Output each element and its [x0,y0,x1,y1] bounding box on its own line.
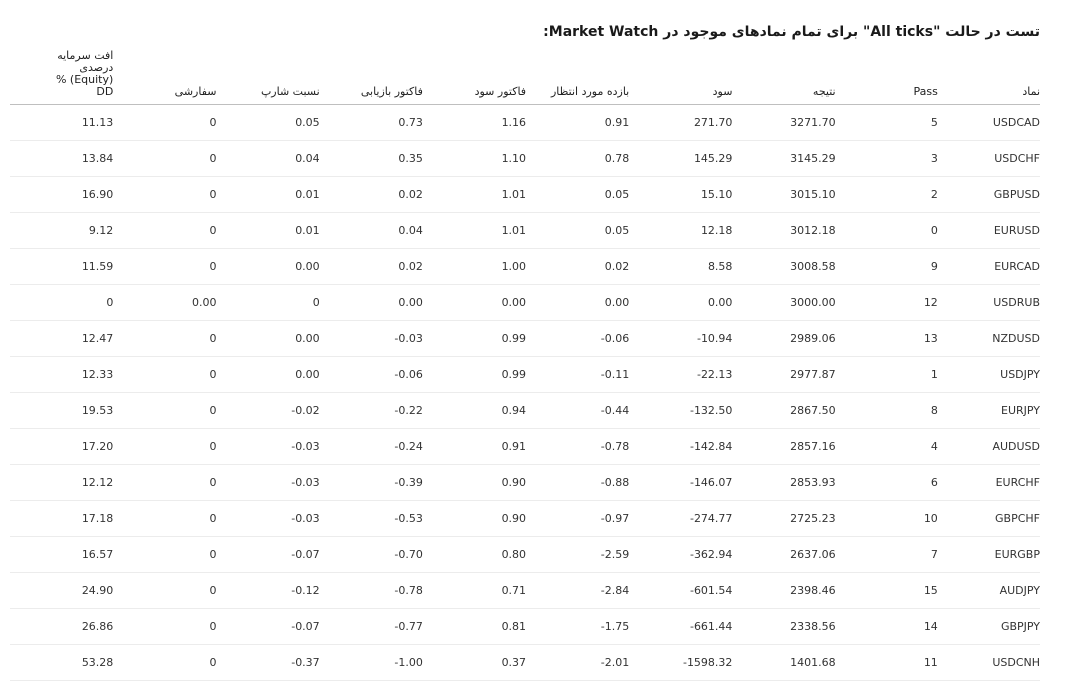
cell-profit: 12.18 [629,213,732,249]
cell-equity-dd: 17.18 [10,501,113,537]
cell-profit-factor: 0.91 [423,429,526,465]
cell-pass: 10 [836,501,938,537]
cell-recovery-factor: -0.77 [320,609,423,645]
cell-result: 1401.68 [732,645,835,681]
cell-expected-payoff: -1.75 [526,609,629,645]
cell-recovery-factor: 0.00 [320,285,423,321]
cell-custom: 0 [113,213,216,249]
cell-sharpe-ratio: 0.01 [217,177,320,213]
cell-profit-factor: 1.01 [423,177,526,213]
cell-symbol: USDRUB [938,285,1040,321]
cell-sharpe-ratio: 0.00 [217,249,320,285]
cell-profit: -661.44 [629,609,732,645]
cell-symbol: GBPCHF [938,501,1040,537]
cell-profit: 271.70 [629,105,732,141]
cell-expected-payoff: -2.01 [526,645,629,681]
cell-recovery-factor: 0.73 [320,105,423,141]
cell-profit: 0.00 [629,285,732,321]
cell-symbol: EURJPY [938,393,1040,429]
table-row [10,645,1040,681]
cell-custom: 0 [113,609,216,645]
cell-equity-dd: 11.59 [10,249,113,285]
cell-result: 2398.46 [732,573,835,609]
cell-pass: 7 [836,537,938,573]
cell-pass: 0 [836,213,938,249]
cell-result: 3015.10 [732,177,835,213]
cell-equity-dd: 0 [10,285,113,321]
table-row [10,141,1040,177]
cell-expected-payoff: -0.78 [526,429,629,465]
cell-result: 2989.06 [732,321,835,357]
table-row [10,429,1040,465]
cell-pass: 6 [836,465,938,501]
cell-custom: 0 [113,105,216,141]
col-header-profit: سود [629,50,732,105]
table-header [10,50,1040,105]
table-row [10,213,1040,249]
cell-profit: -10.94 [629,321,732,357]
cell-expected-payoff: 0.05 [526,213,629,249]
cell-sharpe-ratio: -0.37 [217,645,320,681]
cell-expected-payoff: 0.05 [526,177,629,213]
cell-sharpe-ratio: 0.01 [217,213,320,249]
cell-pass: 3 [836,141,938,177]
cell-profit: 145.29 [629,141,732,177]
cell-sharpe-ratio: -0.12 [217,573,320,609]
cell-expected-payoff: -2.59 [526,537,629,573]
cell-symbol: AUDUSD [938,429,1040,465]
cell-profit: -142.84 [629,429,732,465]
cell-pass: 4 [836,429,938,465]
table-body [10,105,1040,681]
cell-expected-payoff: 0.02 [526,249,629,285]
cell-equity-dd: 19.53 [10,393,113,429]
cell-result: 2977.87 [732,357,835,393]
cell-result: 2853.93 [732,465,835,501]
cell-custom: 0.00 [113,285,216,321]
cell-profit: -274.77 [629,501,732,537]
header-row [10,50,1040,105]
cell-recovery-factor: 0.02 [320,177,423,213]
table-row [10,177,1040,213]
cell-sharpe-ratio: -0.07 [217,537,320,573]
cell-profit: 8.58 [629,249,732,285]
cell-symbol: EURGBP [938,537,1040,573]
cell-sharpe-ratio: 0.00 [217,357,320,393]
cell-recovery-factor: -1.00 [320,645,423,681]
cell-equity-dd: 12.33 [10,357,113,393]
cell-pass: 2 [836,177,938,213]
cell-equity-dd: 12.47 [10,321,113,357]
page-title: تست در حالت "All ticks" برای تمام نمادهای موجود در Market Watch: [543,24,1040,40]
cell-expected-payoff: -0.06 [526,321,629,357]
cell-profit: -146.07 [629,465,732,501]
cell-recovery-factor: -0.70 [320,537,423,573]
cell-expected-payoff: 0.00 [526,285,629,321]
table-row [10,537,1040,573]
cell-result: 2857.16 [732,429,835,465]
cell-result: 2725.23 [732,501,835,537]
cell-expected-payoff: -0.88 [526,465,629,501]
cell-custom: 0 [113,357,216,393]
cell-profit-factor: 1.16 [423,105,526,141]
cell-profit-factor: 0.71 [423,573,526,609]
cell-equity-dd: 16.57 [10,537,113,573]
cell-result: 3000.00 [732,285,835,321]
cell-expected-payoff: -0.44 [526,393,629,429]
col-header-sharpe-ratio: نسبت شارپ [217,50,320,105]
cell-recovery-factor: -0.03 [320,321,423,357]
cell-result: 3145.29 [732,141,835,177]
cell-profit: -132.50 [629,393,732,429]
cell-profit-factor: 0.37 [423,645,526,681]
cell-custom: 0 [113,141,216,177]
cell-equity-dd: 17.20 [10,429,113,465]
table-row [10,573,1040,609]
cell-custom: 0 [113,573,216,609]
cell-result: 2867.50 [732,393,835,429]
cell-custom: 0 [113,645,216,681]
cell-symbol: GBPUSD [938,177,1040,213]
cell-symbol: EURUSD [938,213,1040,249]
cell-equity-dd: 12.12 [10,465,113,501]
results-table [10,50,1040,681]
table-row [10,501,1040,537]
cell-recovery-factor: -0.39 [320,465,423,501]
cell-profit-factor: 0.99 [423,321,526,357]
cell-sharpe-ratio: 0.05 [217,105,320,141]
cell-profit: -22.13 [629,357,732,393]
cell-profit-factor: 0.81 [423,609,526,645]
cell-expected-payoff: -2.84 [526,573,629,609]
cell-profit-factor: 0.90 [423,465,526,501]
table-row [10,465,1040,501]
table-row [10,285,1040,321]
cell-sharpe-ratio: 0 [217,285,320,321]
cell-profit-factor: 0.80 [423,537,526,573]
cell-pass: 5 [836,105,938,141]
cell-pass: 15 [836,573,938,609]
cell-profit: 15.10 [629,177,732,213]
cell-sharpe-ratio: 0.04 [217,141,320,177]
cell-custom: 0 [113,177,216,213]
cell-profit-factor: 0.00 [423,285,526,321]
table-row [10,393,1040,429]
col-header-expected-payoff: بازده مورد انتظار [526,50,629,105]
cell-result: 3012.18 [732,213,835,249]
cell-recovery-factor: 0.04 [320,213,423,249]
cell-equity-dd: 26.86 [10,609,113,645]
cell-recovery-factor: -0.24 [320,429,423,465]
cell-profit-factor: 1.01 [423,213,526,249]
cell-recovery-factor: -0.78 [320,573,423,609]
cell-pass: 14 [836,609,938,645]
cell-symbol: EURCAD [938,249,1040,285]
cell-symbol: GBPJPY [938,609,1040,645]
col-header-symbol: نماد [938,50,1040,105]
cell-expected-payoff: -0.97 [526,501,629,537]
cell-profit-factor: 0.99 [423,357,526,393]
cell-sharpe-ratio: -0.03 [217,465,320,501]
cell-custom: 0 [113,501,216,537]
cell-custom: 0 [113,465,216,501]
cell-recovery-factor: -0.53 [320,501,423,537]
cell-equity-dd: 11.13 [10,105,113,141]
col-header-pass: Pass [836,50,938,105]
cell-expected-payoff: 0.91 [526,105,629,141]
cell-pass: 9 [836,249,938,285]
cell-expected-payoff: 0.78 [526,141,629,177]
cell-equity-dd: 16.90 [10,177,113,213]
cell-pass: 8 [836,393,938,429]
table-row [10,609,1040,645]
cell-custom: 0 [113,537,216,573]
cell-symbol: USDCAD [938,105,1040,141]
cell-pass: 11 [836,645,938,681]
cell-profit-factor: 1.10 [423,141,526,177]
cell-profit: -601.54 [629,573,732,609]
cell-pass: 13 [836,321,938,357]
cell-symbol: USDCHF [938,141,1040,177]
cell-equity-dd: 9.12 [10,213,113,249]
cell-profit: -362.94 [629,537,732,573]
cell-symbol: USDCNH [938,645,1040,681]
cell-sharpe-ratio: -0.03 [217,429,320,465]
cell-recovery-factor: 0.35 [320,141,423,177]
cell-equity-dd: 24.90 [10,573,113,609]
cell-result: 3008.58 [732,249,835,285]
col-header-equity-dd: افت سرمایه درصدی (Equity) % DD [10,50,113,105]
cell-result: 3271.70 [732,105,835,141]
table-row [10,249,1040,285]
cell-symbol: USDJPY [938,357,1040,393]
document-page [10,0,1040,681]
cell-equity-dd: 13.84 [10,141,113,177]
cell-symbol: NZDUSD [938,321,1040,357]
col-header-custom: سفارشی [113,50,216,105]
cell-expected-payoff: -0.11 [526,357,629,393]
cell-pass: 1 [836,357,938,393]
cell-equity-dd: 53.28 [10,645,113,681]
cell-custom: 0 [113,429,216,465]
col-header-result: نتیجه [732,50,835,105]
cell-symbol: EURCHF [938,465,1040,501]
cell-profit: -1598.32 [629,645,732,681]
cell-result: 2338.56 [732,609,835,645]
cell-profit-factor: 0.90 [423,501,526,537]
table-row [10,321,1040,357]
cell-custom: 0 [113,393,216,429]
cell-profit-factor: 1.00 [423,249,526,285]
cell-sharpe-ratio: 0.00 [217,321,320,357]
cell-sharpe-ratio: -0.03 [217,501,320,537]
table-row [10,357,1040,393]
cell-recovery-factor: -0.06 [320,357,423,393]
cell-custom: 0 [113,249,216,285]
col-header-recovery-factor: فاکتور بازیابی [320,50,423,105]
cell-pass: 12 [836,285,938,321]
cell-sharpe-ratio: -0.02 [217,393,320,429]
cell-custom: 0 [113,321,216,357]
col-header-profit-factor: فاکتور سود [423,50,526,105]
table-row [10,105,1040,141]
cell-symbol: AUDJPY [938,573,1040,609]
cell-result: 2637.06 [732,537,835,573]
cell-sharpe-ratio: -0.07 [217,609,320,645]
cell-profit-factor: 0.94 [423,393,526,429]
cell-recovery-factor: 0.02 [320,249,423,285]
cell-recovery-factor: -0.22 [320,393,423,429]
